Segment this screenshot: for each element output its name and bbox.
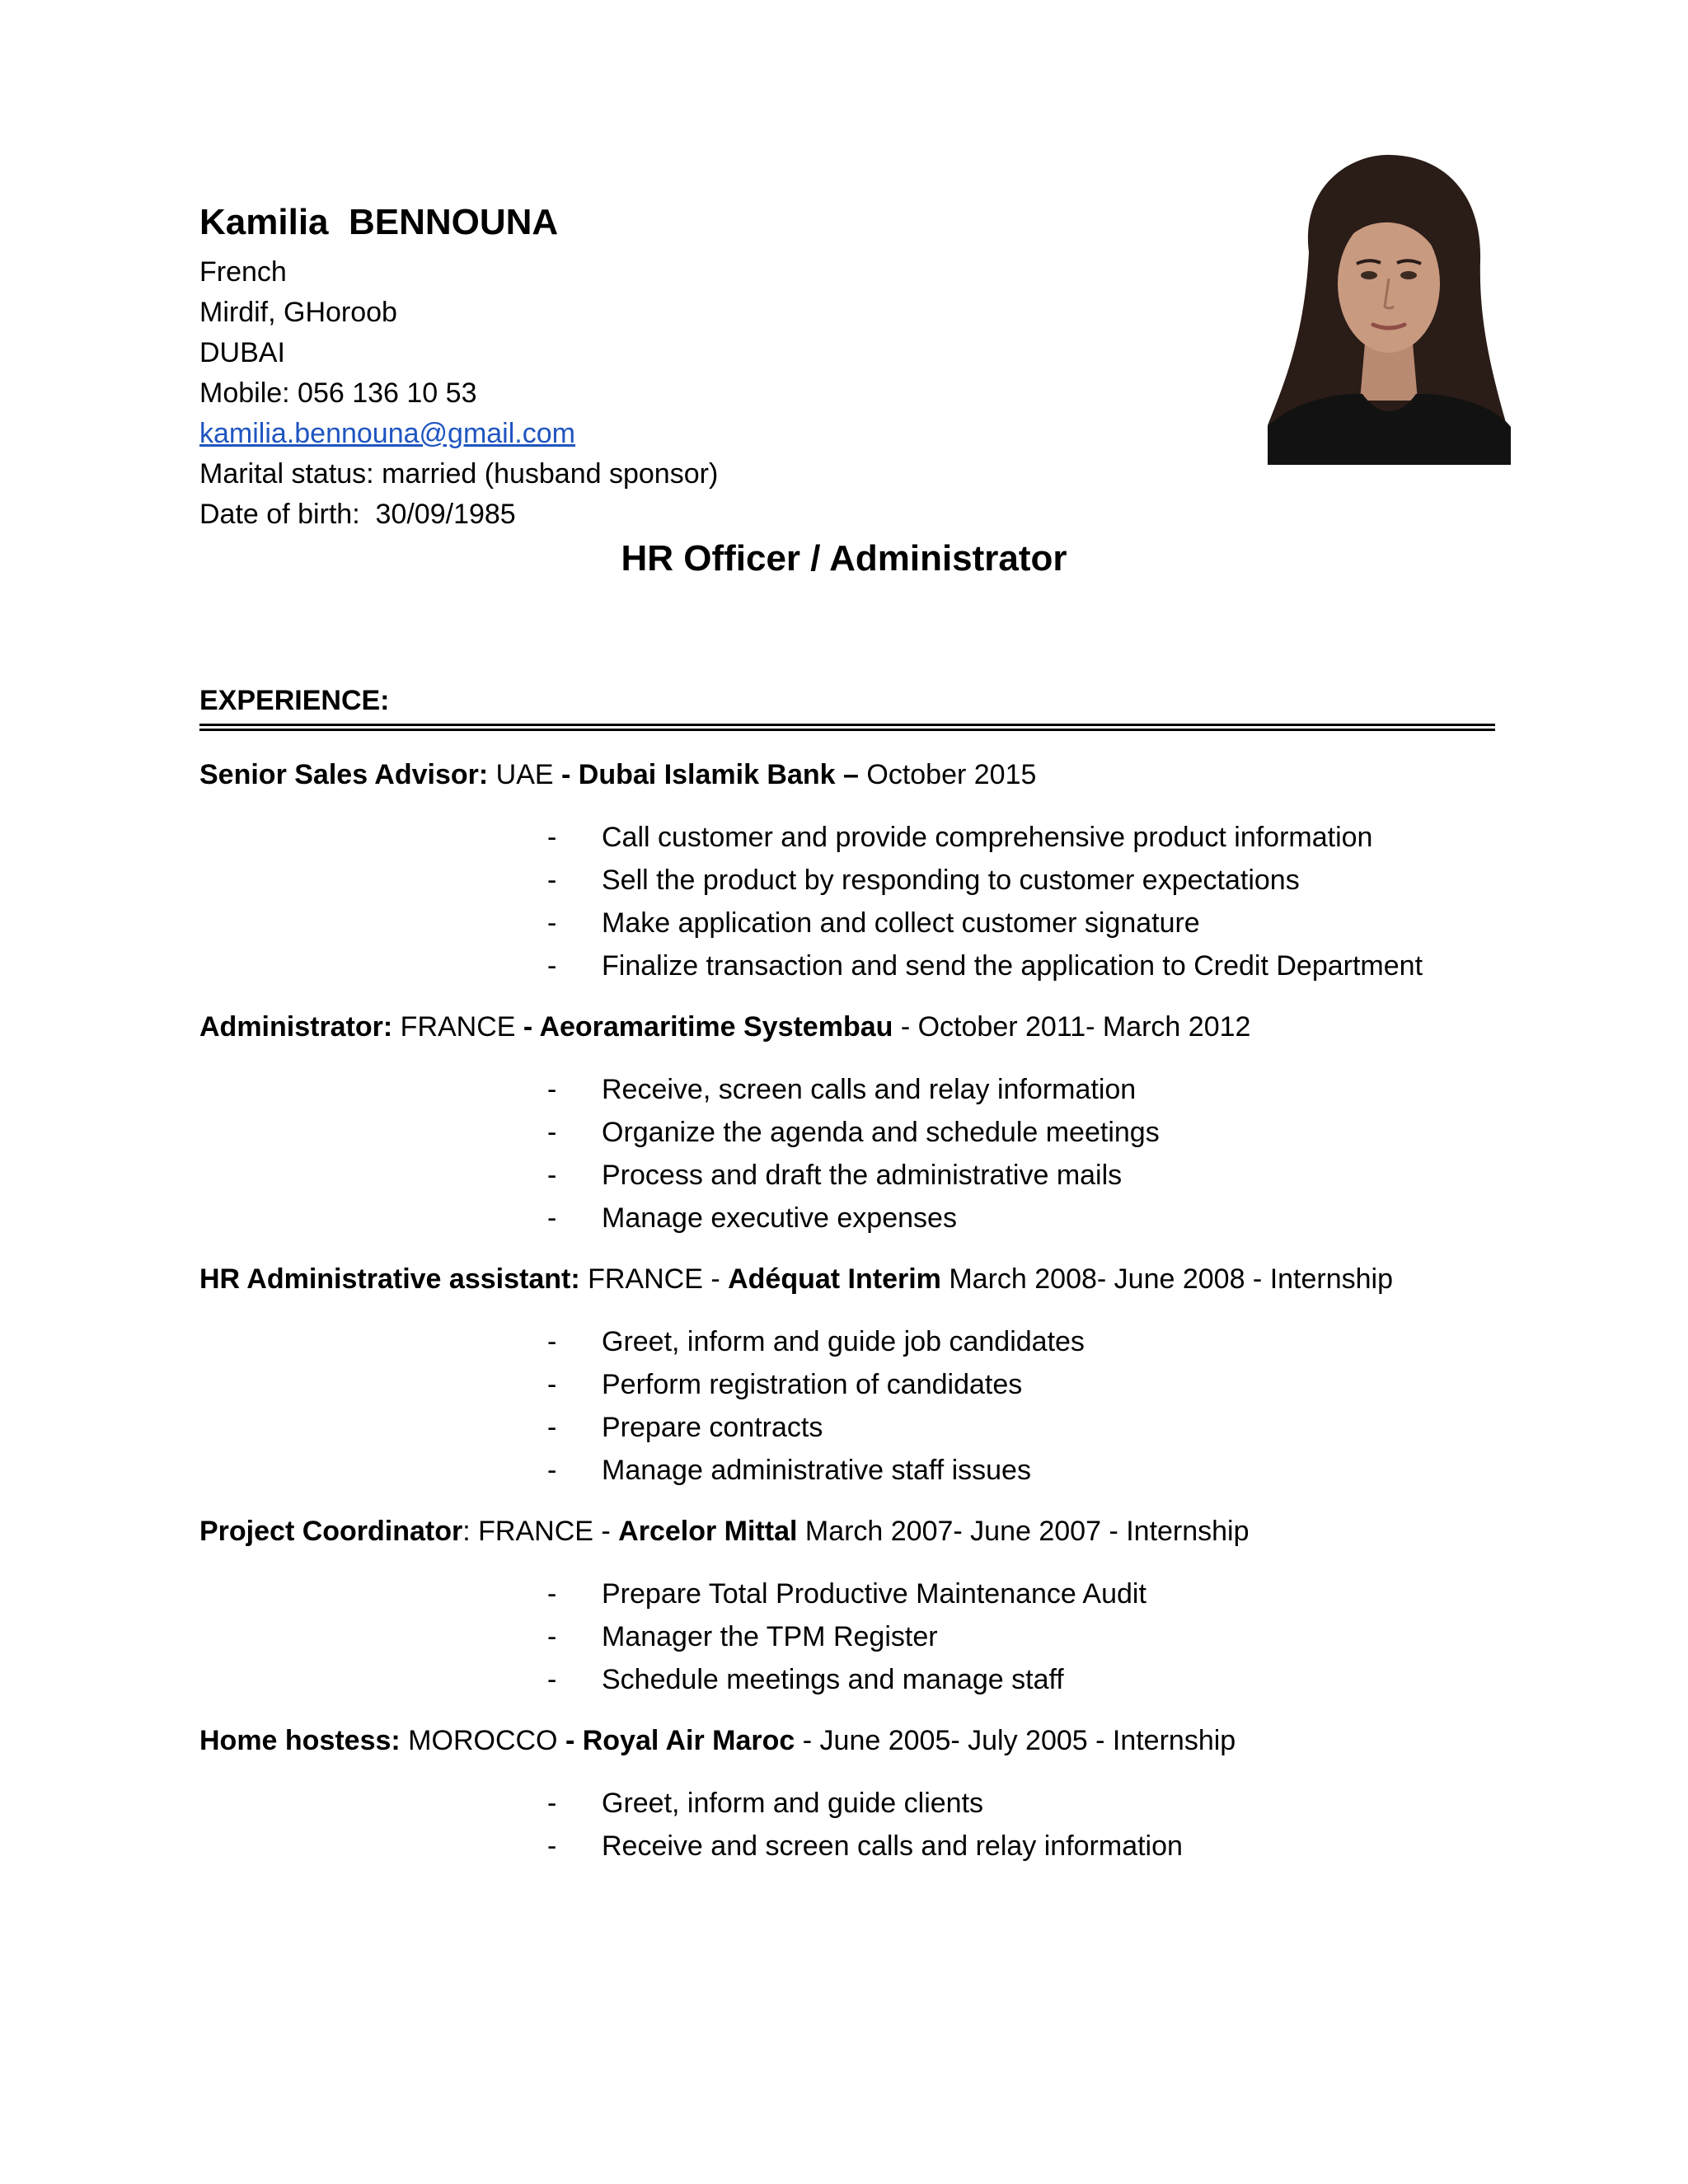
job-company: Dubai Islamik Bank – bbox=[578, 759, 859, 790]
job-duty bbox=[199, 1449, 1502, 1492]
bullet-dash: - bbox=[547, 1117, 557, 1148]
job-duty bbox=[199, 902, 1502, 944]
job-duty bbox=[199, 1825, 1502, 1868]
job-duties-list bbox=[199, 1320, 1502, 1492]
job-duty bbox=[199, 944, 1502, 987]
job-header bbox=[199, 1719, 1502, 1762]
job-duties-list bbox=[199, 1572, 1502, 1701]
job-duty bbox=[199, 1111, 1502, 1154]
job-duty bbox=[199, 1154, 1502, 1197]
job-duty-text: Process and draft the administrative mails bbox=[602, 1160, 1123, 1191]
bullet-dash: - bbox=[547, 1074, 557, 1105]
job-duty-text: Make application and collect customer signature bbox=[602, 907, 1200, 939]
job-duty bbox=[199, 1782, 1502, 1825]
address-line-1: Mirdif, GHoroob bbox=[199, 297, 397, 328]
job-country: MOROCCO bbox=[400, 1725, 565, 1756]
job-company-prefix: - bbox=[561, 759, 579, 790]
job-duty-text: Sell the product by responding to customer expectations bbox=[602, 865, 1300, 896]
job-duty-text: Greet, inform and guide clients bbox=[602, 1788, 984, 1819]
job-duty bbox=[199, 1658, 1502, 1701]
job-duty-text: Manager the TPM Register bbox=[602, 1621, 938, 1652]
job-duty-text: Perform registration of candidates bbox=[602, 1369, 1023, 1400]
nationality: French bbox=[199, 256, 287, 288]
job-duty-text: Manage executive expenses bbox=[602, 1202, 957, 1234]
job-duty bbox=[199, 1406, 1502, 1449]
job-dates: March 2007- June 2007 - Internship bbox=[797, 1516, 1250, 1547]
job-dates: - June 2005- July 2005 - Internship bbox=[795, 1725, 1236, 1756]
job-duty-text: Call customer and provide comprehensive product information bbox=[602, 822, 1373, 853]
job-duty-text: Finalize transaction and send the application to Credit Department bbox=[602, 950, 1423, 982]
job-duties-list bbox=[199, 1068, 1502, 1240]
job-country: FRANCE bbox=[392, 1011, 523, 1043]
bullet-dash: - bbox=[547, 865, 557, 896]
job-role: Home hostess: bbox=[199, 1725, 401, 1756]
job-duty-text: Organize the agenda and schedule meetings bbox=[602, 1117, 1160, 1148]
experience-entry bbox=[199, 1005, 1502, 1240]
bullet-dash: - bbox=[547, 1830, 557, 1862]
job-company: Royal Air Maroc bbox=[582, 1725, 795, 1756]
address-line-2: DUBAI bbox=[199, 337, 285, 368]
job-duty bbox=[199, 1197, 1502, 1240]
bullet-dash: - bbox=[547, 1455, 557, 1486]
job-duty bbox=[199, 1320, 1502, 1363]
job-company: Aeoramaritime Systembau bbox=[539, 1011, 893, 1043]
job-country: UAE bbox=[488, 759, 562, 790]
job-country: : FRANCE - bbox=[462, 1516, 619, 1547]
bullet-dash: - bbox=[547, 822, 557, 853]
email-link[interactable]: kamilia.bennouna@gmail.com bbox=[199, 418, 575, 449]
job-duties-list bbox=[199, 1782, 1502, 1868]
job-duty-text: Greet, inform and guide job candidates bbox=[602, 1326, 1085, 1357]
candidate-name bbox=[199, 199, 558, 246]
bullet-dash: - bbox=[547, 1412, 557, 1443]
bullet-dash: - bbox=[547, 1621, 557, 1652]
date-of-birth: Date of birth: 30/09/1985 bbox=[199, 499, 516, 530]
job-header bbox=[199, 1005, 1502, 1048]
experience-entry bbox=[199, 1719, 1502, 1868]
job-header bbox=[199, 753, 1502, 796]
contact-block bbox=[199, 252, 718, 535]
job-duty bbox=[199, 859, 1502, 902]
job-duty-text: Prepare Total Productive Maintenance Audit bbox=[602, 1578, 1146, 1610]
job-duty-text: Receive and screen calls and relay information bbox=[602, 1830, 1183, 1862]
mobile-number: Mobile: 056 136 10 53 bbox=[199, 377, 477, 409]
job-duty-text: Schedule meetings and manage staff bbox=[602, 1664, 1064, 1695]
bullet-dash: - bbox=[547, 1160, 557, 1191]
job-duty-text: Prepare contracts bbox=[602, 1412, 823, 1443]
email-row bbox=[199, 414, 718, 454]
job-duty bbox=[199, 1068, 1502, 1111]
portrait-photo-icon bbox=[1259, 153, 1517, 465]
job-role: Administrator: bbox=[199, 1011, 393, 1043]
bullet-dash: - bbox=[547, 1326, 557, 1357]
last-name: BENNOUNA bbox=[348, 202, 559, 242]
job-title: HR Officer / Administrator bbox=[621, 538, 1067, 579]
bullet-dash: - bbox=[547, 907, 557, 939]
job-country: FRANCE - bbox=[579, 1263, 729, 1295]
job-company: Arcelor Mittal bbox=[618, 1516, 798, 1547]
job-duty bbox=[199, 1615, 1502, 1658]
job-duty-text: Manage administrative staff issues bbox=[602, 1455, 1031, 1486]
job-role: Project Coordinator bbox=[199, 1516, 463, 1547]
job-company: Adéquat Interim bbox=[728, 1263, 941, 1295]
job-dates: October 2015 bbox=[858, 759, 1037, 790]
job-duty-text: Receive, screen calls and relay information bbox=[602, 1074, 1137, 1105]
job-duties-list bbox=[199, 816, 1502, 987]
job-duty bbox=[199, 1363, 1502, 1406]
job-role: Senior Sales Advisor: bbox=[199, 759, 489, 790]
section-divider bbox=[199, 724, 1495, 731]
experience-entry bbox=[199, 1510, 1502, 1701]
job-header bbox=[199, 1510, 1502, 1553]
job-duty bbox=[199, 816, 1502, 859]
bullet-dash: - bbox=[547, 1664, 557, 1695]
bullet-dash: - bbox=[547, 1578, 557, 1610]
bullet-dash: - bbox=[547, 1369, 557, 1400]
bullet-dash: - bbox=[547, 950, 557, 982]
experience-list bbox=[199, 753, 1502, 1886]
job-duty bbox=[199, 1572, 1502, 1615]
experience-entry bbox=[199, 1258, 1502, 1492]
job-header bbox=[199, 1258, 1502, 1301]
job-dates: March 2008- June 2008 - Internship bbox=[940, 1263, 1394, 1295]
job-company-prefix: - bbox=[523, 1011, 540, 1043]
bullet-dash: - bbox=[547, 1788, 557, 1819]
first-name: Kamilia bbox=[199, 202, 329, 242]
job-role: HR Administrative assistant: bbox=[199, 1263, 580, 1295]
bullet-dash: - bbox=[547, 1202, 557, 1234]
marital-status: Marital status: married (husband sponsor) bbox=[199, 458, 719, 490]
job-dates: - October 2011- March 2012 bbox=[893, 1011, 1251, 1043]
experience-heading: EXPERIENCE: bbox=[199, 685, 390, 716]
job-company-prefix: - bbox=[565, 1725, 583, 1756]
experience-entry bbox=[199, 753, 1502, 987]
